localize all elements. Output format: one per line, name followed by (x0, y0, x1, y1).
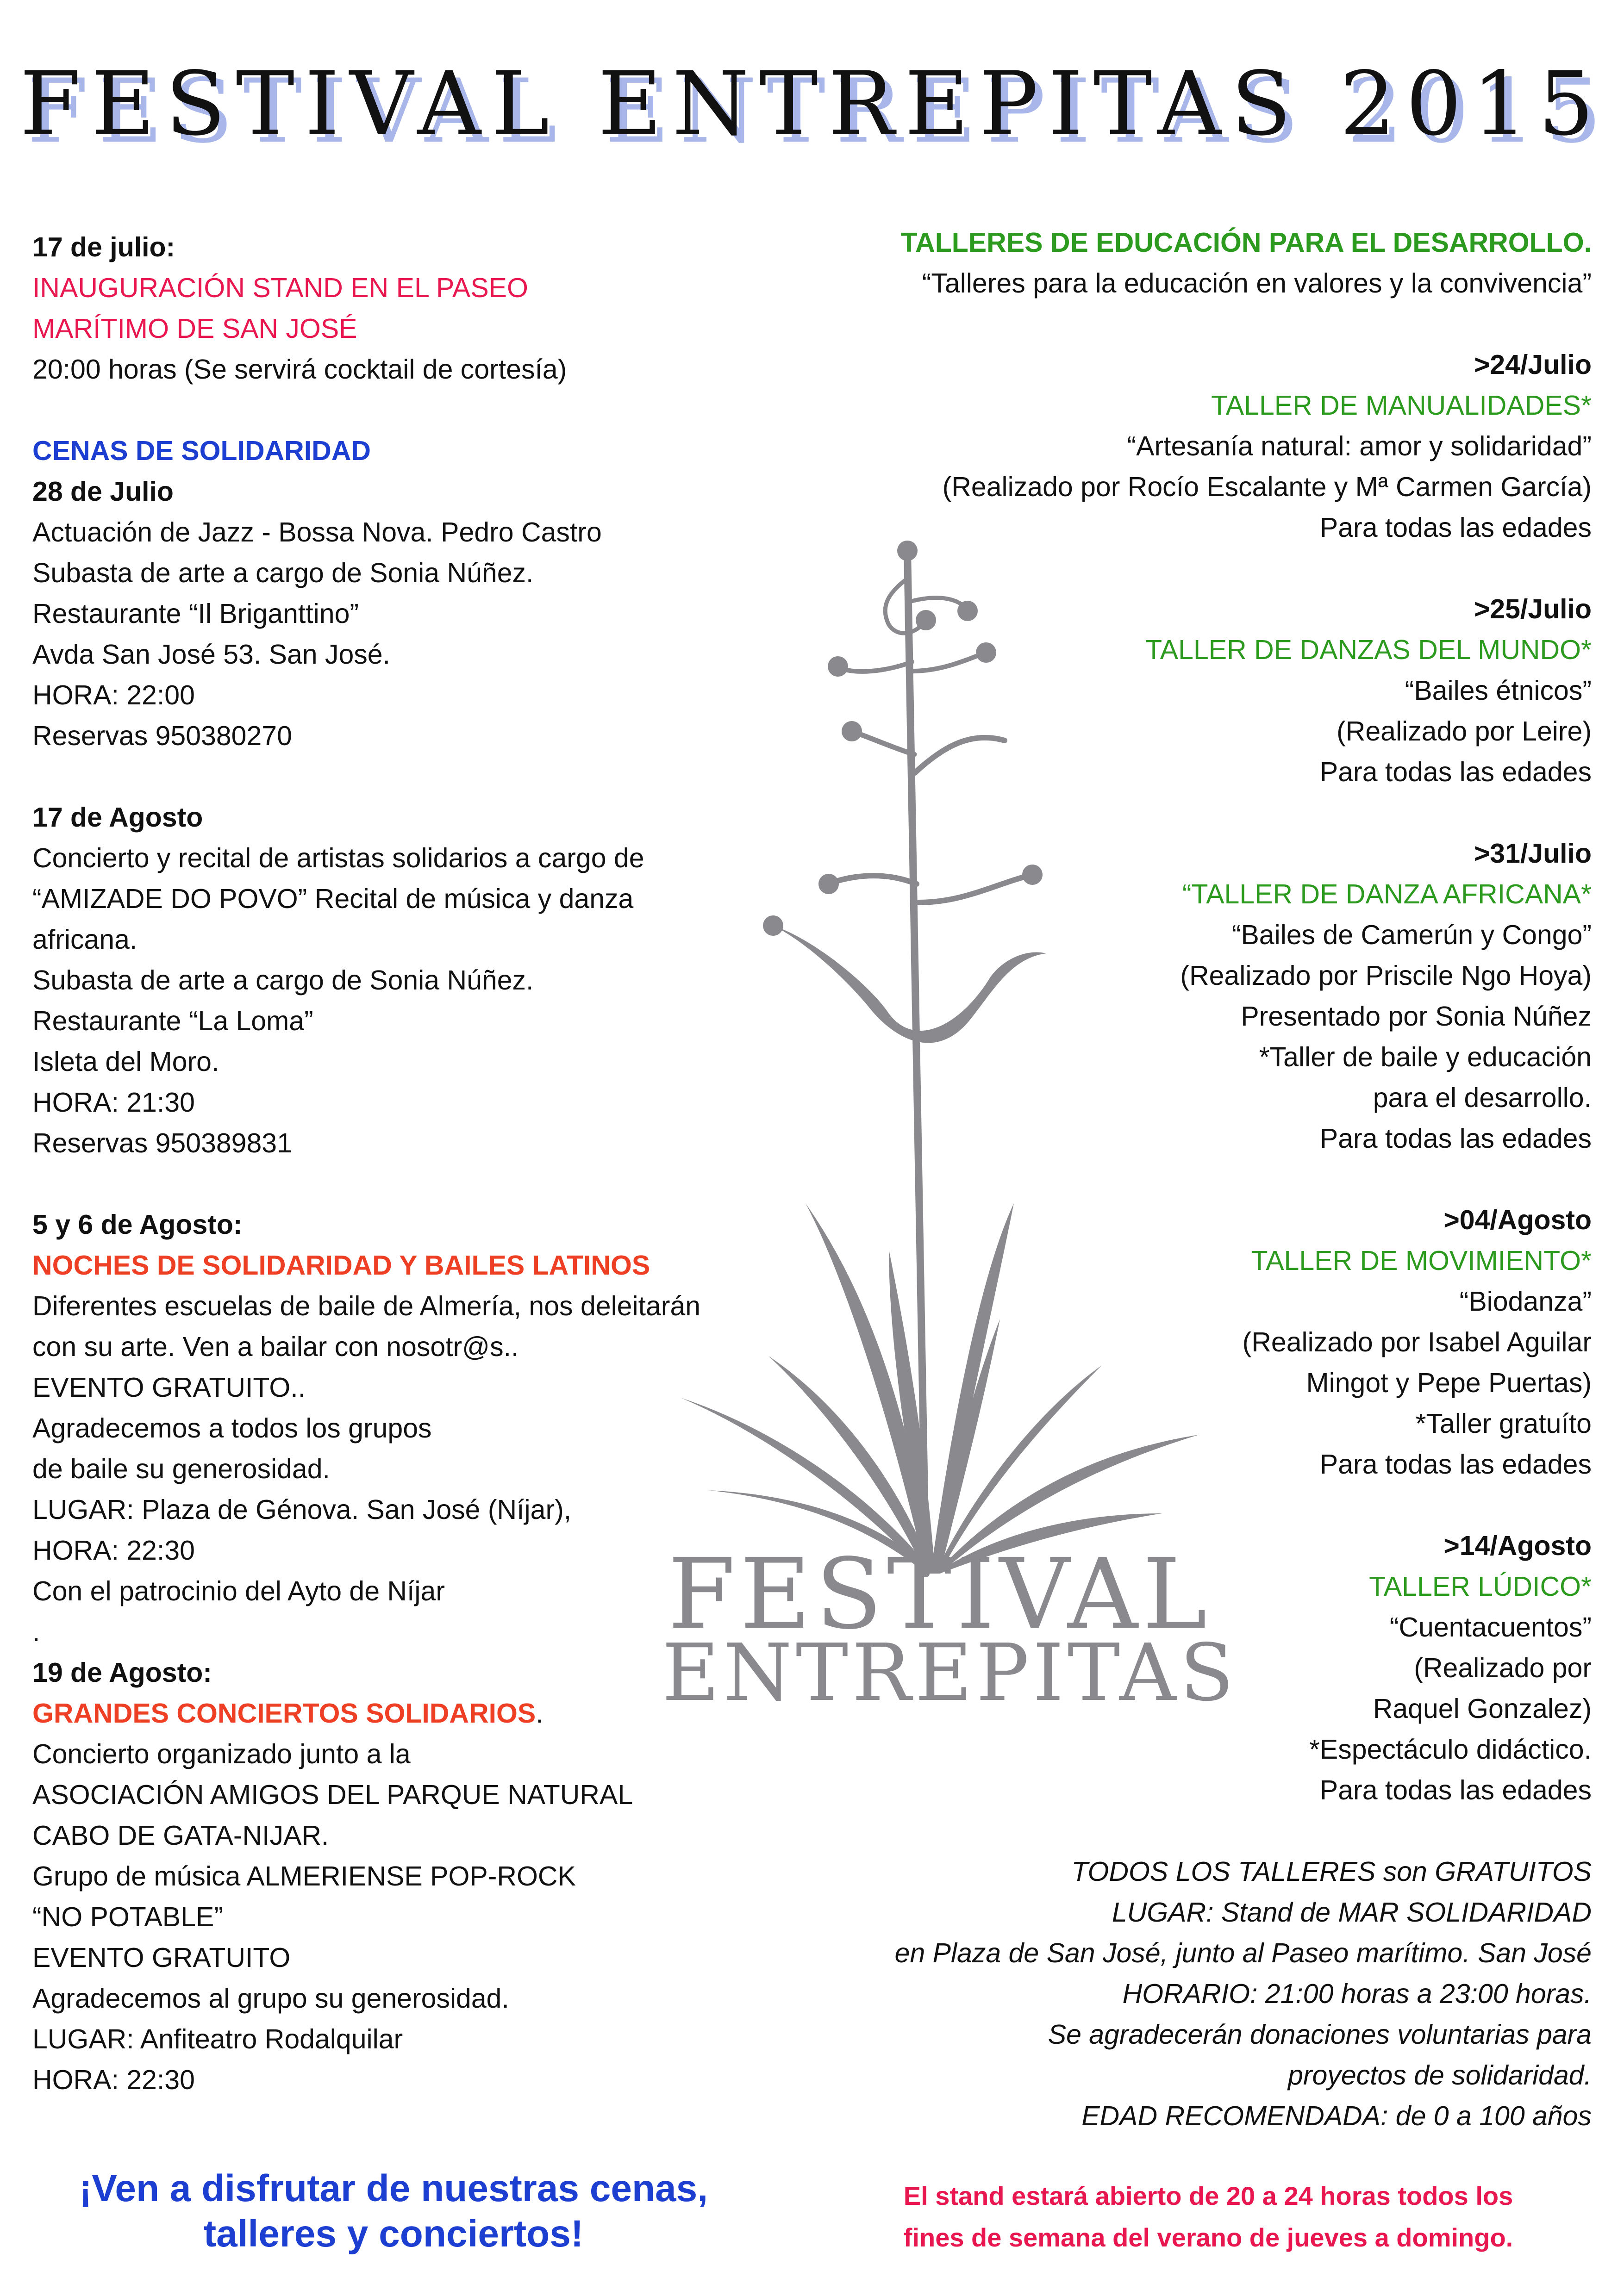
info-line: EDAD RECOMENDADA: de 0 a 100 años (1081, 2101, 1592, 2131)
workshop-date: >31/Julio (1474, 838, 1592, 869)
info-line: HORARIO: 21:00 horas a 23:00 horas. (1122, 1979, 1592, 2009)
concerts-line: EVENTO GRATUITO (32, 1942, 291, 1973)
workshop-date: >25/Julio (1474, 594, 1592, 624)
dinner2-line: Reservas 950389831 (32, 1128, 292, 1158)
workshop-name: TALLER DE MANUALIDADES* (1211, 390, 1592, 421)
concerts-line: HORA: 22:30 (32, 2065, 195, 2095)
dinner1-line: Actuación de Jazz - Bossa Nova. Pedro Castro (32, 517, 602, 548)
info-line: Se agradecerán donaciones voluntarias para (1048, 2019, 1592, 2050)
stand-hours-line2: fines de semana del verano de jueves a domingo. (903, 2223, 1513, 2252)
latin-nights-line: de baile su generosidad. (32, 1454, 330, 1484)
workshop-line: “Bailes de Camerún y Congo” (1231, 920, 1592, 950)
workshop-name: TALLER DE MOVIMIENTO* (1251, 1245, 1592, 1276)
latin-nights-line: LUGAR: Plaza de Génova. San José (Níjar), (32, 1494, 572, 1525)
logo-line-entrepitas: ENTREPITAS (662, 1627, 1238, 1719)
workshop-line: “Bailes étnicos” (1405, 675, 1592, 706)
inauguration-time: 20:00 horas (Se servirá cocktail de cortesía) (32, 354, 567, 385)
concerts-date: 19 de Agosto: (32, 1657, 212, 1688)
concerts-line: LUGAR: Anfiteatro Rodalquilar (32, 2024, 403, 2054)
workshop-line: (Realizado por Leire) (1337, 716, 1592, 747)
invitation-footer (0, 2166, 787, 2257)
workshop-line: Para todas las edades (1319, 757, 1592, 787)
events-column (32, 227, 819, 2100)
invitation-line2: talleres y conciertos! (203, 2213, 584, 2255)
workshop-line: Para todas las edades (1319, 1775, 1592, 1805)
concerts-line: Grupo de música ALMERIENSE POP-ROCK (32, 1861, 576, 1892)
workshop-line: (Realizado por Rocío Escalante y Mª Carmen García) (942, 472, 1592, 502)
workshops-column (712, 222, 1592, 2136)
dinner1-line: Reservas 950380270 (32, 721, 292, 751)
workshop-line: Para todas las edades (1319, 1123, 1592, 1154)
workshop-date: >14/Agosto (1443, 1531, 1592, 1561)
logo-line-festival: FESTIVAL (668, 1537, 1212, 1651)
latin-nights-line: EVENTO GRATUITO.. (32, 1372, 306, 1403)
concerts-line: CABO DE GATA-NIJAR. (32, 1820, 329, 1851)
dinner2-line: Restaurante “La Loma” (32, 1006, 313, 1036)
workshops-title: TALLERES DE EDUCACIÓN PARA EL DESARROLLO. (900, 227, 1592, 258)
info-line: proyectos de solidaridad. (1288, 2060, 1592, 2091)
concerts-title-dot: . (536, 1698, 543, 1729)
latin-nights-line: . (32, 1617, 40, 1647)
workshop-name: “TALLER DE DANZA AFRICANA* (1182, 879, 1592, 909)
dinner2-line: Isleta del Moro. (32, 1046, 219, 1077)
dinner1-line: HORA: 22:00 (32, 680, 195, 710)
dinner2-line: HORA: 21:30 (32, 1087, 195, 1118)
dinner1-date: 28 de Julio (32, 476, 174, 507)
inauguration-title-line2: MARÍTIMO DE SAN JOSÉ (32, 313, 357, 344)
workshop-name: TALLER DE DANZAS DEL MUNDO* (1145, 635, 1592, 665)
poster-title: FESTIVAL ENTREPITAS 2015 (19, 53, 1605, 155)
workshop-line: Presentado por Sonia Núñez (1241, 1001, 1592, 1032)
concerts-line: ASOCIACIÓN AMIGOS DEL PARQUE NATURAL (32, 1780, 633, 1810)
latin-nights-line: Con el patrocinio del Ayto de Níjar (32, 1576, 445, 1606)
dinner1-line: Avda San José 53. San José. (32, 639, 390, 670)
latin-nights-line: Diferentes escuelas de baile de Almería, nos deleitarán (32, 1291, 701, 1321)
inauguration-date: 17 de julio: (32, 232, 175, 262)
workshop-line: *Taller gratuíto (1415, 1408, 1592, 1439)
stand-hours-line1: El stand estará abierto de 20 a 24 horas todos los (903, 2181, 1513, 2210)
concerts-line: Concierto organizado junto a la (32, 1739, 411, 1769)
dinner2-line: Concierto y recital de artistas solidarios a cargo de (32, 843, 644, 873)
latin-nights-line: con su arte. Ven a bailar con nosotr@s.. (32, 1332, 519, 1362)
workshop-date: >24/Julio (1474, 349, 1592, 380)
dinners-section-title: CENAS DE SOLIDARIDAD (32, 436, 371, 466)
workshop-line: “Artesanía natural: amor y solidaridad” (1127, 431, 1592, 461)
workshop-line: Para todas las edades (1319, 1449, 1592, 1480)
concerts-line: Agradecemos al grupo su generosidad. (32, 1983, 509, 2014)
info-line: TODOS LOS TALLERES son GRATUITOS (1071, 1856, 1592, 1887)
workshops-subtitle: “Talleres para la educación en valores y la convivencia” (922, 268, 1592, 299)
latin-nights-line: Agradecemos a todos los grupos (32, 1413, 432, 1444)
latin-nights-title: NOCHES DE SOLIDARIDAD Y BAILES LATINOS (32, 1250, 650, 1281)
workshop-line: *Espectáculo didáctico. (1309, 1734, 1592, 1765)
inauguration-title-line1: INAUGURACIÓN STAND EN EL PASEO (32, 273, 528, 303)
dinner2-line: africana. (32, 924, 137, 955)
dinner2-line: “AMIZADE DO POVO” Recital de música y danza (32, 884, 634, 914)
workshop-line: (Realizado por Isabel Aguilar (1242, 1327, 1592, 1357)
info-line: en Plaza de San José, junto al Paseo marítimo. San José (894, 1938, 1592, 1968)
workshop-line: Para todas las edades (1319, 512, 1592, 543)
invitation-line1: ¡Ven a disfrutar de nuestras cenas, (79, 2167, 708, 2209)
stand-hours-footer (824, 2175, 1593, 2259)
workshop-line: Raquel Gonzalez) (1373, 1693, 1592, 1724)
workshop-line: (Realizado por (1414, 1653, 1592, 1683)
latin-nights-date: 5 y 6 de Agosto: (32, 1209, 243, 1240)
workshop-name: TALLER LÚDICO* (1369, 1571, 1592, 1602)
dinner1-line: Subasta de arte a cargo de Sonia Núñez. (32, 558, 534, 588)
workshop-line: (Realizado por Priscile Ngo Hoya) (1180, 960, 1592, 991)
dinner2-line: Subasta de arte a cargo de Sonia Núñez. (32, 965, 534, 996)
info-line: LUGAR: Stand de MAR SOLIDARIDAD (1112, 1897, 1592, 1928)
concerts-line: “NO POTABLE” (32, 1902, 223, 1932)
dinner1-line: Restaurante “Il Briganttino” (32, 598, 359, 629)
latin-nights-line: HORA: 22:30 (32, 1535, 195, 1566)
workshop-line: Mingot y Pepe Puertas) (1306, 1368, 1592, 1398)
workshop-line: *Taller de baile y educación (1259, 1042, 1592, 1072)
workshop-line: “Biodanza” (1459, 1286, 1592, 1317)
workshop-line: “Cuentacuentos” (1389, 1612, 1592, 1643)
workshop-line: para el desarrollo. (1373, 1083, 1592, 1113)
workshop-date: >04/Agosto (1443, 1205, 1592, 1235)
dinner2-date: 17 de Agosto (32, 802, 203, 833)
concerts-title: GRANDES CONCIERTOS SOLIDARIOS (32, 1698, 536, 1729)
